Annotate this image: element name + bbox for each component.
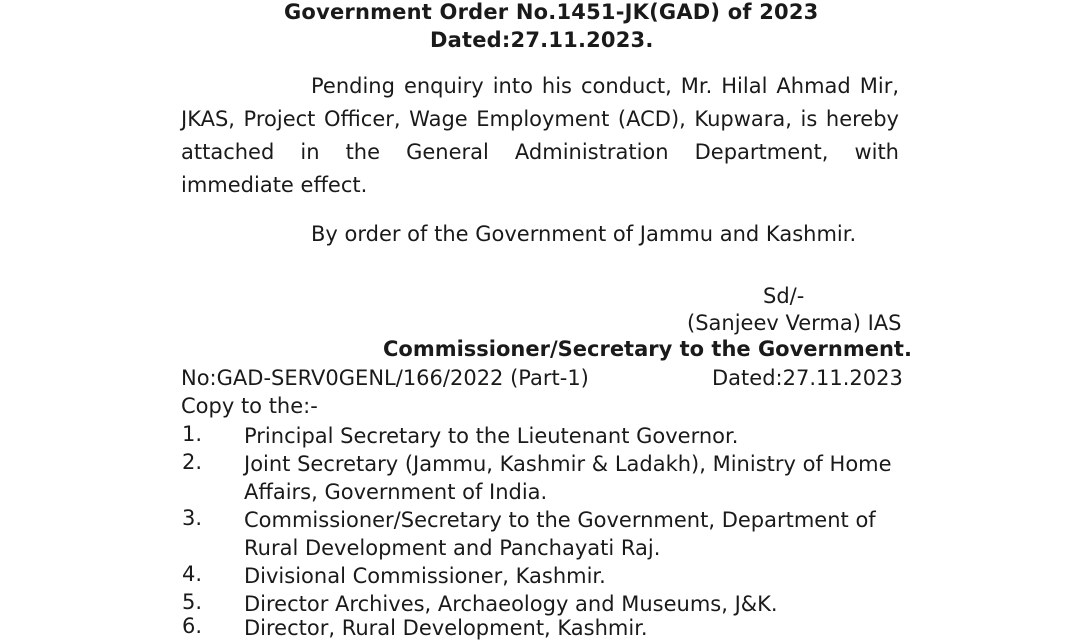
list-item-number: 2. [182, 450, 203, 474]
list-item-text: Director, Rural Development, Kashmir. [244, 616, 648, 640]
list-item-text: Commissioner/Secretary to the Government, Department of Rural Development and Panchayati Raj. [244, 508, 876, 560]
list-item-number: 5. [182, 590, 203, 614]
list-item-number: 4. [182, 562, 203, 586]
list-item-number: 3. [182, 506, 203, 530]
list-item-text: Principal Secretary to the Lieutenant Governor. [244, 424, 739, 448]
list-item-text: Divisional Commissioner, Kashmir. [244, 564, 606, 588]
signature-sd: Sd/- [763, 284, 805, 308]
list-item-text: Joint Secretary (Jammu, Kashmir & Ladakh), Ministry of Home Affairs, Government of India. [244, 452, 892, 504]
signatory-name: (Sanjeev Verma) IAS [687, 311, 902, 335]
order-paragraph: Pending enquiry into his conduct, Mr. Hilal Ahmad Mir, JKAS, Project Officer, Wage Employment (ACD), Kupwara, is hereby attached in the General Administration Department, with immediate effect. [181, 74, 899, 197]
list-item-number: 6. [182, 614, 203, 638]
reference-date: Dated:27.11.2023 [712, 366, 903, 390]
order-title: Government Order No.1451-JK(GAD) of 2023 [284, 0, 819, 24]
by-order-line: By order of the Government of Jammu and Kashmir. [311, 222, 857, 246]
order-date: Dated:27.11.2023. [430, 28, 654, 52]
signatory-designation: Commissioner/Secretary to the Government. [383, 337, 912, 361]
reference-number: No:GAD-SERV0GENL/166/2022 (Part-1) [181, 366, 589, 390]
list-item-number: 1. [182, 422, 203, 446]
list-item-text: Director Archives, Archaeology and Museums, J&K. [244, 592, 778, 616]
copy-to-heading: Copy to the:- [181, 394, 318, 418]
